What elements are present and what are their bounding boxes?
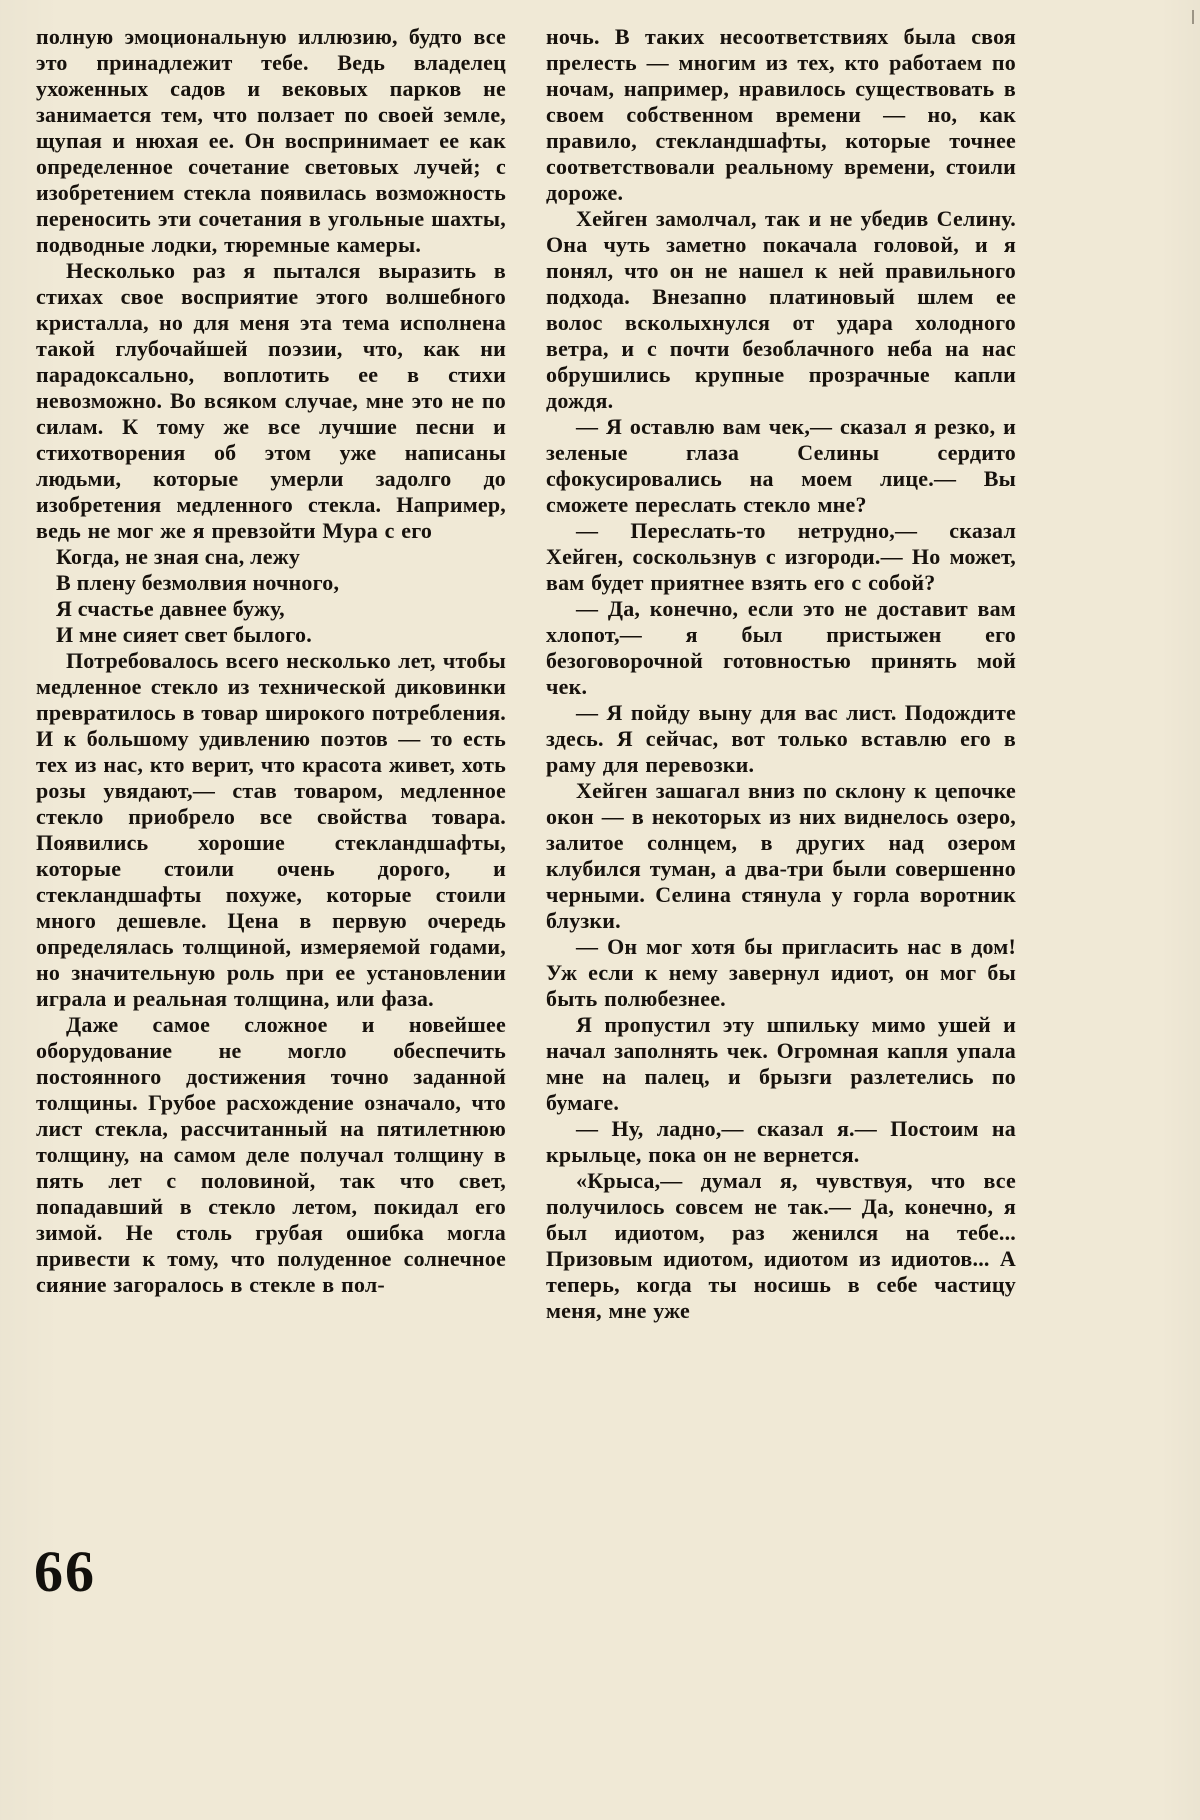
scan-edge-artifact	[1192, 10, 1194, 24]
paragraph: Несколько раз я пытался выразить в стихах свое восприятие этого волшебного кристалла, но для меня эта тема исполнена такой глубочайшей поэзии, что, как ни парадоксально, воплотить ее в стихи невозможно. Во всяком случае, мне это не по силам. К тому же все лучшие песни и стихотворения об этом уже написаны людьми, которые умерли задолго до изобретения медленного стекла. Например, ведь не мог же я превзойти Мура с его	[36, 258, 506, 543]
paragraph: Даже самое сложное и новейшее оборудование не могло обеспечить постоянного достижения точно заданной толщины. Грубое расхождение означало, что лист стекла, рассчитанный на пятилетнюю толщину, на самом деле получал толщину в пять лет с половиной, так что свет, попадавший в стекло летом, покидал его зимой. Не столь грубая ошибка могла привести к тому, что полуденное солнечное сияние загоралось в стекле в пол-	[36, 1012, 506, 1297]
paragraph: ночь. В таких несоответствиях была своя прелесть — многим из тех, кто работаем по ночам, например, нравилось существовать в своем собственном времени — но, как правило, стекландшафты, которые точнее соответствовали реальному времени, стоили дороже.	[546, 24, 1016, 205]
text-columns	[36, 24, 1200, 1324]
verse-line: В плену безмолвия ночного,	[56, 570, 340, 595]
verse-line: И мне сияет свет былого.	[56, 622, 312, 647]
paragraph: «Крыса,— думал я, чувствуя, что все получилось совсем не так.— Да, конечно, я был идиотом, раз женился на тебе... Призовым идиотом, идиотом из идиотов... А теперь, когда ты носишь в себе частицу меня, мне уже	[546, 1168, 1016, 1323]
paragraph: — Ну, ладно,— сказал я.— Постоим на крыльце, пока он не вернется.	[546, 1116, 1016, 1167]
verse-block	[56, 544, 506, 648]
paragraph: полную эмоциональную иллюзию, будто все это принадлежит тебе. Ведь владелец ухоженных садов и вековых парков не занимается тем, что ползает по своей земле, щупая и нюхая ее. Он воспринимает ее как определенное сочетание световых лучей; с изобретением стекла появилась возможность переносить эти сочетания в угольные шахты, подводные лодки, тюремные камеры.	[36, 24, 506, 257]
column-left	[36, 24, 506, 1324]
paragraph: — Я оставлю вам чек,— сказал я резко, и зеленые глаза Селины сердито сфокусировались на моем лице.— Вы сможете переслать стекло мне?	[546, 414, 1016, 517]
paragraph: — Он мог хотя бы пригласить нас в дом! Уж если к нему завернул идиот, он мог бы быть полюбезнее.	[546, 934, 1016, 1011]
paragraph: Потребовалось всего несколько лет, чтобы медленное стекло из технической диковинки превратилось в товар широкого потребления. И к большому удивлению поэтов — то есть тех из нас, кто верит, что красота живет, хоть розы увядают,— став товаром, медленное стекло приобрело все свойства товара. Появились хорошие стекландшафты, которые стоили очень дорого, и стекландшафты похуже, которые стоили много дешевле. Цена в первую очередь определялась толщиной, измеряемой годами, но значительную роль при ее установлении играла и реальная толщина, или фаза.	[36, 648, 506, 1011]
paragraph: — Переслать-то нетрудно,— сказал Хейген, соскользнув с изгороди.— Но может, вам будет приятнее взять его с собой?	[546, 518, 1016, 595]
page-number: 66	[34, 1539, 96, 1604]
verse-line: Я счастье давнее бужу,	[56, 596, 285, 621]
column-right	[546, 24, 1016, 1324]
paragraph: — Да, конечно, если это не доставит вам хлопот,— я был пристыжен его безоговорочной готовностью принять мой чек.	[546, 596, 1016, 699]
paragraph: Я пропустил эту шпильку мимо ушей и начал заполнять чек. Огромная капля упала мне на палец, и брызги разлетелись по бумаге.	[546, 1012, 1016, 1115]
paragraph: Хейген зашагал вниз по склону к цепочке окон — в некоторых из них виднелось озеро, залитое солнцем, в других над озером клубился туман, а два-три были совершенно черными. Селина стянула у горла воротник блузки.	[546, 778, 1016, 933]
verse-line: Когда, не зная сна, лежу	[56, 544, 301, 569]
paragraph: — Я пойду выну для вас лист. Подождите здесь. Я сейчас, вот только вставлю его в раму для перевозки.	[546, 700, 1016, 777]
paragraph: Хейген замолчал, так и не убедив Селину. Она чуть заметно покачала головой, и я понял, что он не нашел к ней правильного подхода. Внезапно платиновый шлем ее волос всколыхнулся от удара холодного ветра, и с почти безоблачного неба на нас обрушились крупные прозрачные капли дождя.	[546, 206, 1016, 413]
